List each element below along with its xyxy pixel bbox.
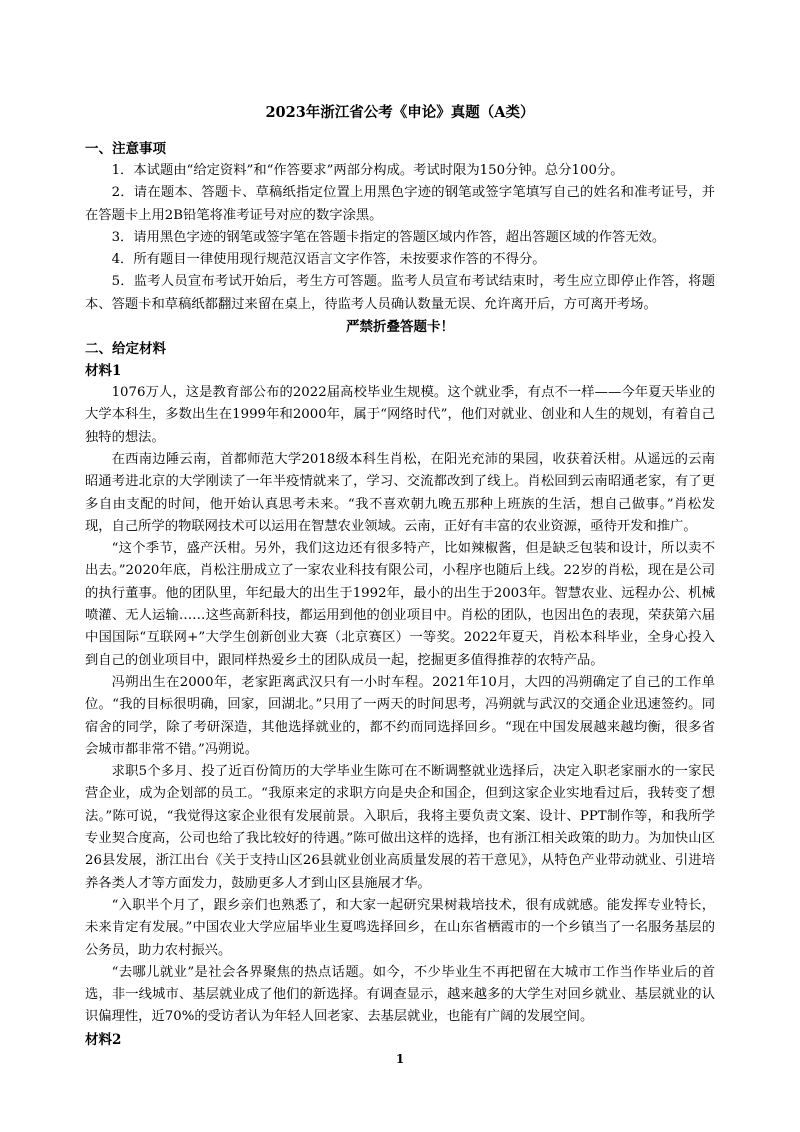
warning-text: 严禁折叠答题卡！ <box>346 319 454 336</box>
note-item: 1．本试题由“给定资料”和“作答要求”两部分构成。考试时限为150分钟。总分100分。 <box>111 163 624 178</box>
note-item: 2．请在题本、答题卡、草稿纸指定位置上用黑色字迹的钢笔或签字笔填写自己的姓名和准考证号，并在答题卡上用2B铅笔将准考证号对应的数字涂黑。 <box>85 185 715 223</box>
material1-paragraph: 在西南边陲云南，首都师范大学2018级本科生肖松，在阳光充沛的果园，收获着沃柑。从遥远的云南昭通考进北京的大学刚读了一年半疫情就来了，学习、交流都改到了线上。肖松回到云南昭通老家，有了更多自由支配的时间，他开始认真思考未来。“我不喜欢朝九晚五那种上班族的生活，想自己做事。”肖松发现，自己所学的物联网技术可以运用在智慧农业领域。云南，正好有丰富的农业资源，亟待开发和推广。 <box>85 451 715 534</box>
material1-paragraph: 求职5个多月、投了近百份简历的大学毕业生陈可在不断调整就业选择后，决定入职老家丽水的一家民营企业，成为企划部的员工。“我原来定的求职方向是央企和国企，但到这家企业实地看过后，我转变了想法。”陈可说，“我觉得这家企业很有发展前景。入职后，我将主要负责文案、设计、PPT制作等，和我所学专业契合度高，公司也给了我比较好的待遇。”陈可做出这样的选择，也有浙江相关政策的助力。为加快山区26县发展，浙江出台《关于支持山区26县就业创业高质量发展的若干意见》，从特色产业带动就业、引进培养各类人才等方面发力，鼓励更多人才到山区县施展才华。 <box>85 764 715 891</box>
material2-heading: 材料2 <box>85 1031 122 1048</box>
page-title: 2023年浙江省公考《申论》真题（A类） <box>265 104 535 121</box>
material1-paragraph: “去哪儿就业”是社会各界聚焦的热点话题。如今，不少毕业生不再把留在大城市工作当作毕业后的首选，非一线城市、基层就业成了他们的新选择。有调查显示，越来越多的大学生对回乡就业、基层就业的认识偏理性，近70%的受访者认为年轻人回老家、去基层就业，也能有广阔的发展空间。 <box>85 964 715 1025</box>
page-content <box>85 102 715 1051</box>
note-item: 3．请用黑色字迹的钢笔或签字笔在答题卡指定的答题区域内作答，超出答题区域的作答无效。 <box>111 229 666 245</box>
note-item: 4．所有题目一律使用现行规范汉语言文字作答，未按要求作答的不得分。 <box>111 252 546 268</box>
notes-heading: 一、注意事项 <box>85 141 166 157</box>
material1-paragraph: 1076万人，这是教育部公布的2022届高校毕业生规模。这个就业季，有点不一样——今年夏天毕业的大学本科生，多数出生在1999年和2000年，属于“网络时代”，他们对就业、创业和人生的规划，有着自己独特的想法。 <box>85 385 715 445</box>
note-item: 5．监考人员宣布考试开始后，考生方可答题。监考人员宣布考试结束时，考生应立即停止作答，将题本、答题卡和草稿纸都翻过来留在桌上，待监考人员确认数量无误、允许离开后，方可离开考场。 <box>85 274 715 312</box>
materials-heading: 二、给定材料 <box>85 341 166 358</box>
material1-heading: 材料1 <box>85 363 122 380</box>
page-number: 1 <box>395 1052 405 1066</box>
material1-paragraph: “这个季节，盛产沃柑。另外，我们这边还有很多特产，比如辣椒酱，但是缺乏包装和设计，所以卖不出去。”2020年底，肖松注册成立了一家农业科技有限公司，小程序也随后上线。22岁的肖松，现在是公司的执行董事。他的团队里，年纪最大的出生于1992年，最小的出生于2003年。智慧农业、远程办公、机械喷灌、无人运输……这些高新科技，都运用到他的创业项目中。肖松的团队，也因出色的表现，荣获第六届中国国际“互联网+”大学生创新创业大赛（北京赛区）一等奖。2022年夏天，肖松本科毕业，全身心投入到自己的创业项目中，跟同样热爱乡土的团队成员一起，挖掘更多值得推荐的农特产品。 <box>85 541 715 668</box>
material1-paragraph: 冯朔出生在2000年，老家距离武汉只有一小时车程。2021年10月，大四的冯朔确定了自己的工作单位。“我的目标很明确，回家，回湖北。”只用了一两天的时间思考，冯朔就与武汉的交通企业迅速签约。同宿舍的同学，除了考研深造，其他选择就业的，都不约而同选择回乡。“现在中国发展越来越均衡，很多省会城市都非常不错。”冯朔说。 <box>85 674 715 757</box>
material1-paragraph: “入职半个月了，跟乡亲们也熟悉了，和大家一起研究果树栽培技术，很有成就感。能发挥专业特长，未来肯定有发展。”中国农业大学应届毕业生夏鸣选择回乡，在山东省栖霞市的一个乡镇当了一名服务基层的公务员，助力农村振兴。 <box>85 897 715 958</box>
